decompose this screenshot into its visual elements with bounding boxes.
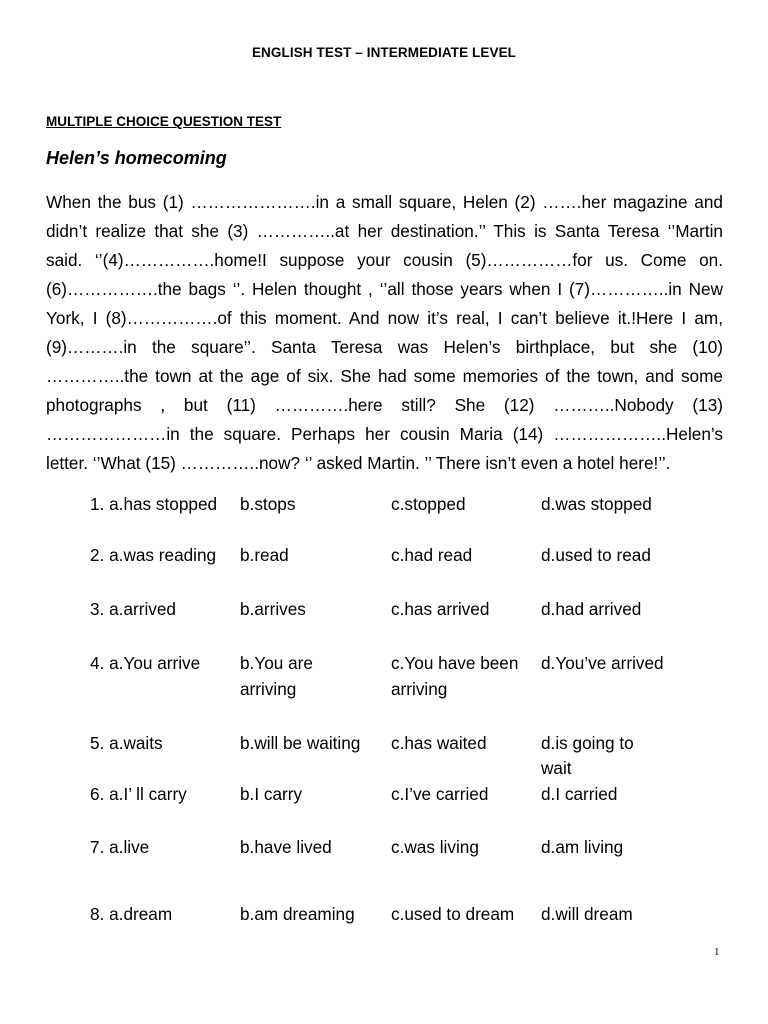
question-2-option-d: d.used to read bbox=[541, 545, 651, 565]
question-7-option-b: b.have lived bbox=[240, 837, 332, 857]
question-4-option-b: b.You are bbox=[240, 653, 313, 673]
passage-line: When the bus (1) ………………….in a small square, Helen (2) …….her magazine and bbox=[46, 192, 723, 212]
question-5-option-d-continued: wait bbox=[541, 758, 572, 778]
question-2-option-b: b.read bbox=[240, 545, 289, 565]
question-5-option-d: d.is going to bbox=[541, 733, 634, 753]
question-3-option-c: c.has arrived bbox=[391, 599, 490, 619]
question-5-option-a: 5. a.waits bbox=[90, 733, 163, 753]
question-8-option-d: d.will dream bbox=[541, 904, 633, 924]
passage-line: didn’t realize that she (3) …………..at her destination.’’ This is Santa Teresa ‘’Martin bbox=[46, 221, 723, 241]
question-8-option-c: c.used to dream bbox=[391, 904, 515, 924]
question-6-option-a: 6. a.I’ ll carry bbox=[90, 784, 187, 804]
passage-line: …………..the town at the age of six. She had some memories of the town, and some bbox=[46, 366, 723, 386]
question-7-option-d: d.am living bbox=[541, 837, 624, 857]
passage-line: (9)……….in the square’’. Santa Teresa was Helen’s birthplace, but she (10) bbox=[46, 337, 723, 357]
story-title: Helen’s homecoming bbox=[46, 148, 227, 168]
test-title: ENGLISH TEST – INTERMEDIATE LEVEL bbox=[251, 45, 517, 60]
passage-line: …………………in the square. Perhaps her cousin Maria (14) ………………..Helen’s bbox=[46, 424, 723, 444]
question-2-option-a: 2. a.was reading bbox=[90, 545, 217, 565]
question-8-option-b: b.am dreaming bbox=[240, 904, 355, 924]
question-3-option-b: b.arrives bbox=[240, 599, 306, 619]
question-6-option-b: b.I carry bbox=[240, 784, 303, 804]
question-1-option-a: 1. a.has stopped bbox=[90, 494, 218, 514]
question-6-option-c: c.I’ve carried bbox=[391, 784, 489, 804]
question-4-option-c: c.You have been bbox=[391, 653, 519, 673]
question-3-option-d: d.had arrived bbox=[541, 599, 642, 619]
question-7-option-a: 7. a.live bbox=[90, 837, 150, 857]
question-7-option-c: c.was living bbox=[391, 837, 479, 857]
question-2-option-c: c.had read bbox=[391, 545, 473, 565]
question-8-option-a: 8. a.dream bbox=[90, 904, 173, 924]
passage-line: photographs , but (11) ………….here still? She (12) ………..Nobody (13) bbox=[46, 395, 723, 415]
question-1-option-d: d.was stopped bbox=[541, 494, 652, 514]
question-1-option-c: c.stopped bbox=[391, 494, 466, 514]
passage-line: (6)…………….the bags ‘’. Helen thought , ‘’all those years when I (7)…………..in New bbox=[46, 279, 723, 299]
question-4-option-c-continued: arriving bbox=[391, 679, 448, 699]
question-1-option-b: b.stops bbox=[240, 494, 296, 514]
passage-line: York, I (8)…………….of this moment. And now it’s real, I can’t believe it.!Here I am, bbox=[46, 308, 723, 328]
question-4-option-a: 4. a.You arrive bbox=[90, 653, 201, 673]
passage-line: letter. ‘’What (15) …………..now? ‘’ asked Martin. ’’ There isn’t even a hotel here!’’. bbox=[46, 453, 671, 473]
question-3-option-a: 3. a.arrived bbox=[90, 599, 176, 619]
question-6-option-d: d.I carried bbox=[541, 784, 618, 804]
section-heading: MULTIPLE CHOICE QUESTION TEST bbox=[46, 114, 282, 129]
question-4-option-d: d.You’ve arrived bbox=[541, 653, 664, 673]
passage-line: said. ‘’(4)…………….home!I suppose your cousin (5)……………for us. Come on. bbox=[46, 250, 723, 270]
question-5-option-b: b.will be waiting bbox=[240, 733, 361, 753]
question-5-option-c: c.has waited bbox=[391, 733, 487, 753]
page-number: 1 bbox=[714, 946, 720, 958]
question-4-option-b-continued: arriving bbox=[240, 679, 297, 699]
